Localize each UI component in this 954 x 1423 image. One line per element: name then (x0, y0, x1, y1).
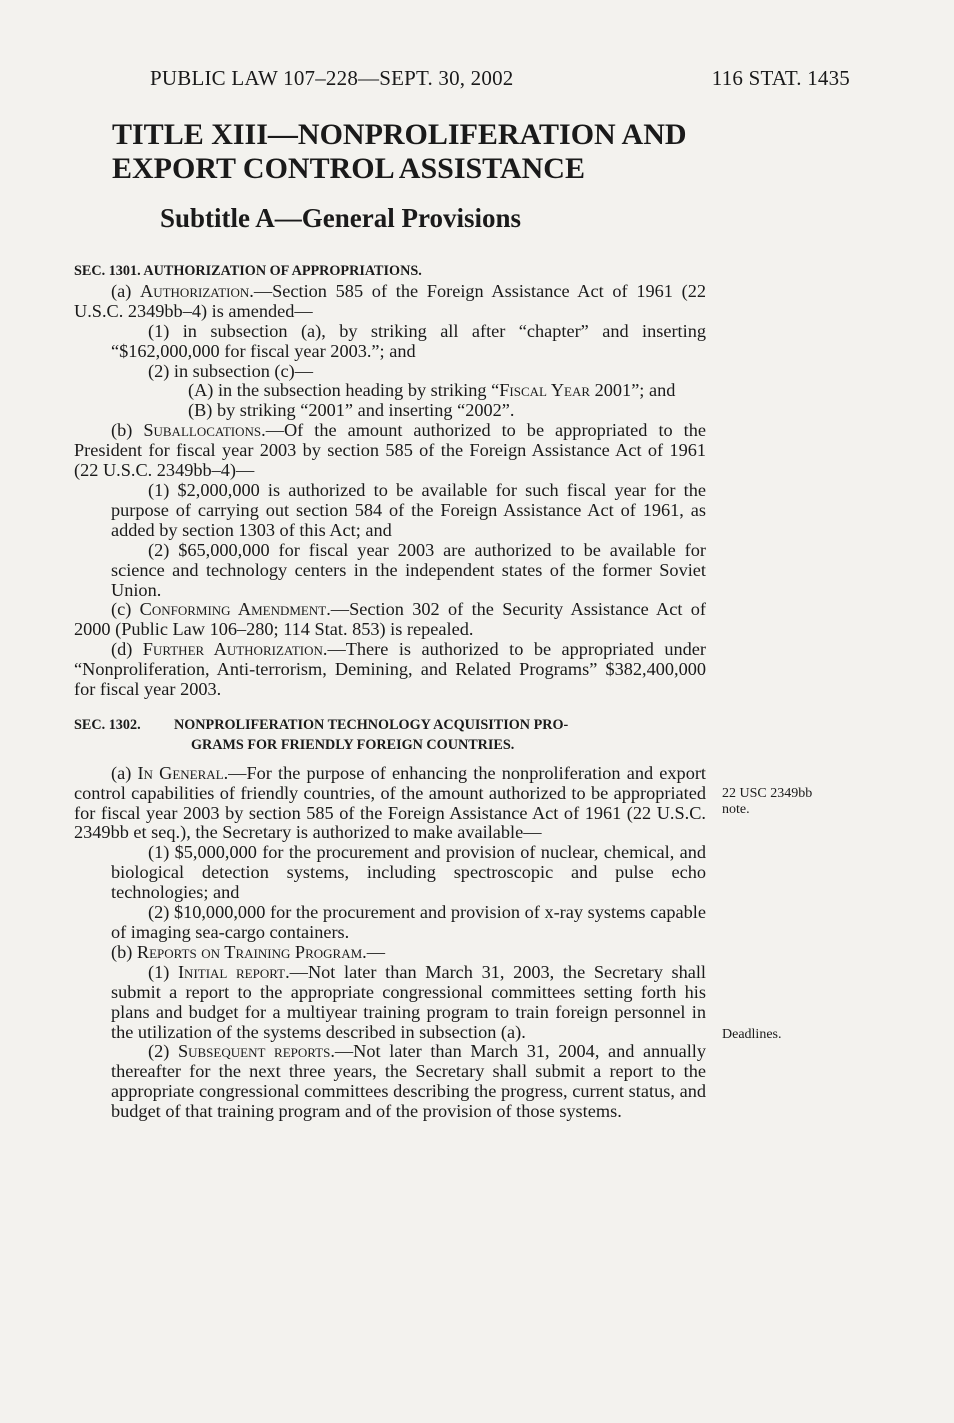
header-stat-page: 116 STAT. 1435 (711, 66, 850, 90)
sec1301-subsection-c: (c) Conforming Amendment.—Section 302 of the Security Assistance Act of 2000 (Public Law 106–280; 114 Stat. 853) is repealed. (74, 599, 706, 640)
sec1302-subsection-b: (b) Reports on Training Program.— (111, 941, 385, 962)
sec1301-subsection-a: (a) Authorization.—Section 585 of the Foreign Assistance Act of 1961 (22 U.S.C. 2349bb–4) is amended— (74, 280, 706, 321)
sec1301-paragraph-b1: (1) $2,000,000 is authorized to be available for such fiscal year for the purpose of carrying out section 584 of the Foreign Assistance Act of 1961, as added by section 1303 of this Act; and (111, 479, 706, 540)
sec1302-paragraph-b1: (1) Initial report.—Not later than March 31, 2003, the Secretary shall submit a report to the appropriate congressional committees setting forth his plans and budget for a multiyear training program to train foreign personnel in the utilization of the systems described in subsection (a). (111, 961, 707, 1042)
sec1302-paragraph-b2: (2) Subsequent reports.—Not later than March 31, 2004, and annually thereafter for the next three years, the Secretary shall submit a report to the appropriate congressional committees describing the progress, current status, and budget of that training program and of the provision of those systems. (111, 1041, 706, 1122)
sec1301-paragraph-b2: (2) $65,000,000 for fiscal year 2003 are authorized to be available for science and technology centers in the independent states of the former Soviet Union. (111, 539, 706, 600)
section-1302-number: SEC. 1302. (74, 716, 141, 733)
sec1301-subsection-d: (d) Further Authorization.—There is authorized to be appropriated under “Nonproliferation, Anti-terrorism, Demining, and Related Programs” $382,400,000 for fiscal year 2003. (74, 639, 707, 700)
title-line-1: TITLE XIII—NONPROLIFERATION AND (112, 118, 687, 151)
sec1301-subparagraph-a2A: (A) in the subsection heading by striking “Fiscal Year 2001”; and (188, 380, 676, 401)
sec1302-paragraph-a1: (1) $5,000,000 for the procurement and provision of nuclear, chemical, and biological detection systems, including spectroscopic and pulse echo technologies; and (111, 842, 706, 903)
margin-note-deadlines: Deadlines. (722, 1027, 782, 1042)
sec1301-subsection-b: (b) Suballocations.—Of the amount authorized to be appropriated to the President for fiscal year 2003 by section 585 of the Foreign Assistance Act of 1961 (22 U.S.C. 2349bb–4)— (74, 420, 706, 481)
margin-note-usc: 22 USC 2349bb note. (722, 786, 813, 817)
subtitle-heading: Subtitle A—General Provisions (160, 203, 522, 233)
sec1301-paragraph-a1: (1) in subsection (a), by striking all after “chapter” and inserting “$162,000,000 for fiscal year 2003.”; and (111, 320, 706, 361)
section-1301-heading: SEC. 1301. AUTHORIZATION OF APPROPRIATIONS. (74, 263, 422, 279)
sec1302-subsection-a: (a) In General.—For the purpose of enhancing the nonproliferation and export control capabilities of friendly countries, of the amount authorized to be appropriated for fiscal year 2003 by section 585 of the Foreign Assistance Act of 1961 (22 U.S.C. 2349bb et seq.), the Secretary is authorized to make available— (74, 762, 707, 843)
document-body (74, 262, 706, 1122)
section-1302-title: NONPROLIFERATION TECHNOLOGY ACQUISITION PRO- GRAMS FOR FRIENDLY FOREIGN COUNTRIES. (174, 716, 569, 753)
title-heading (112, 118, 687, 186)
sec1301-paragraph-a2: (2) in subsection (c)— (148, 360, 313, 381)
header-law-citation: PUBLIC LAW 107–228—SEPT. 30, 2002 (150, 66, 514, 90)
title-line-2: EXPORT CONTROL ASSISTANCE (112, 152, 585, 185)
sec1301-subparagraph-a2B: (B) by striking “2001” and inserting “2002”. (188, 400, 515, 421)
running-header (150, 66, 850, 91)
sec1302-paragraph-a2: (2) $10,000,000 for the procurement and provision of x-ray systems capable of imaging sea-cargo containers. (111, 902, 706, 942)
section-1302-heading (74, 716, 706, 756)
